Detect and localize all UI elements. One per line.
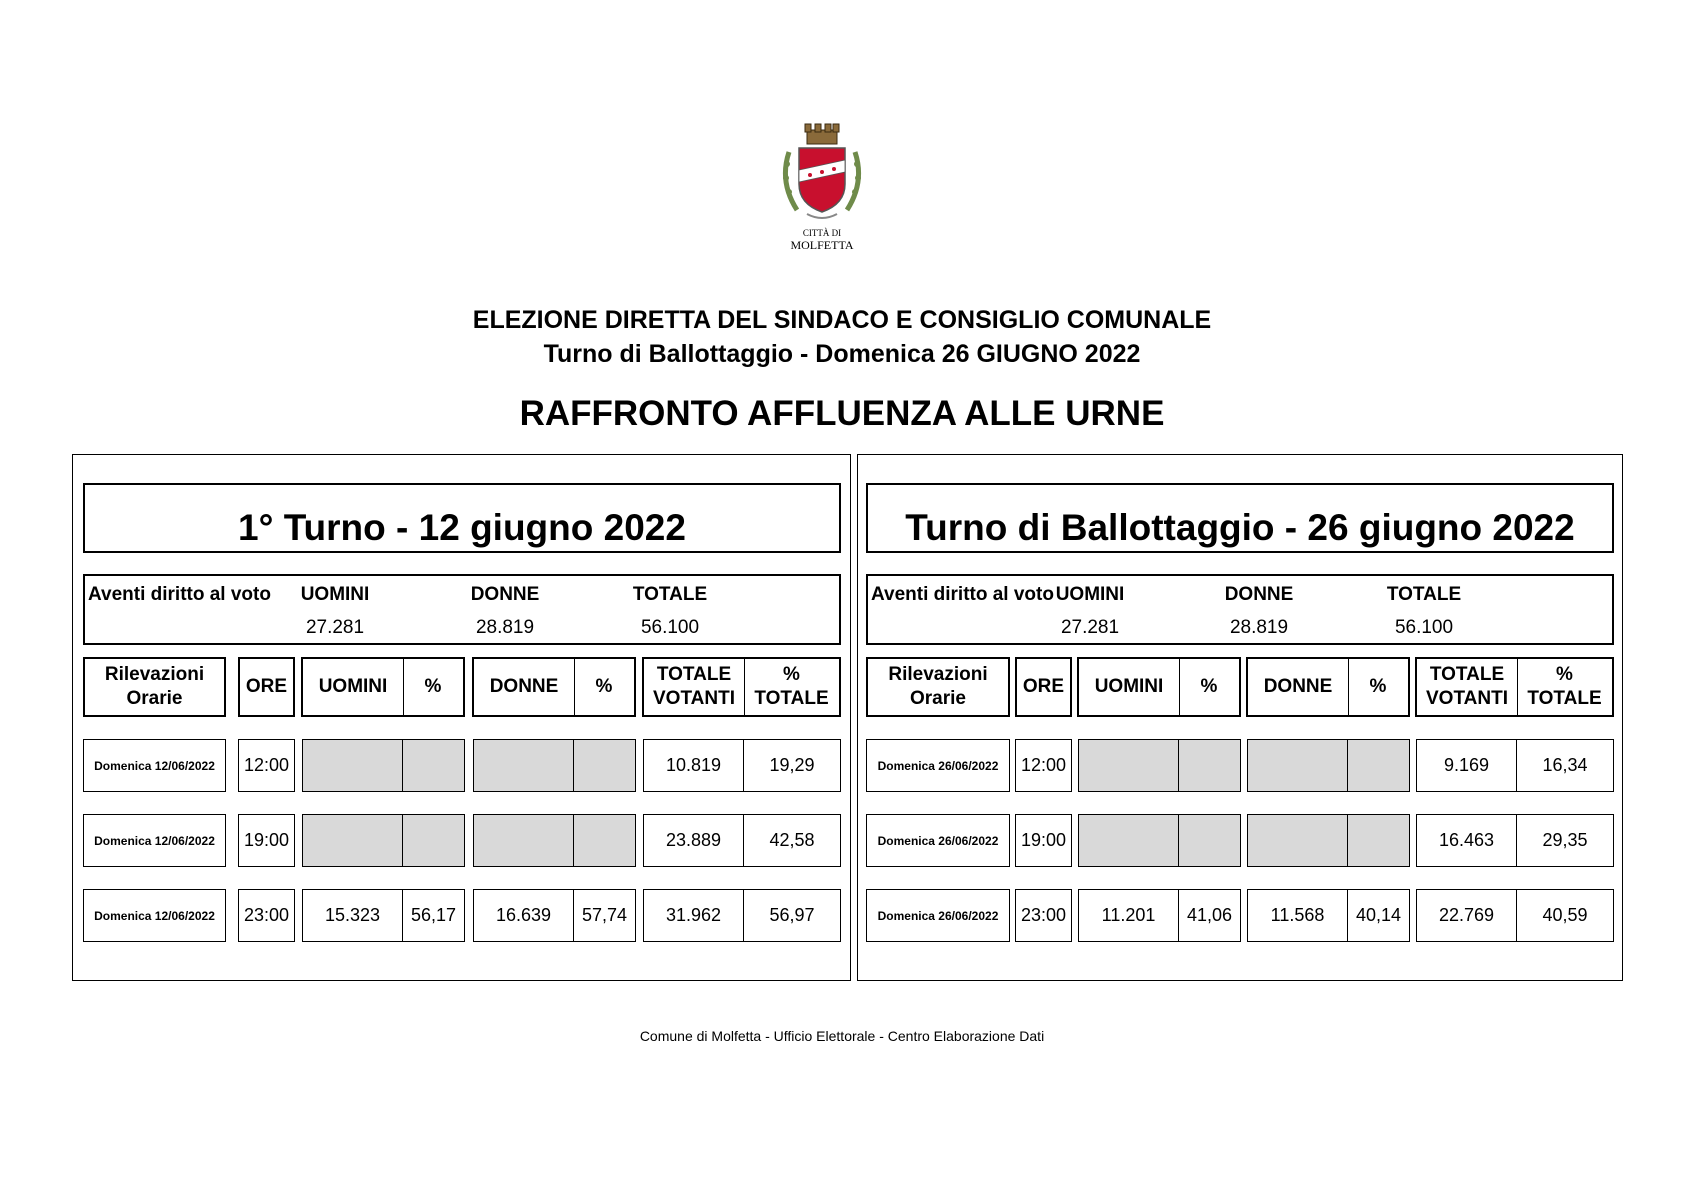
row-date: Domenica 12/06/2022	[83, 739, 226, 792]
row-votanti: 31.962	[643, 889, 744, 942]
row-pct-totale: 29,35	[1516, 814, 1614, 867]
row-uomini	[1078, 739, 1179, 792]
row-votanti: 9.169	[1416, 739, 1517, 792]
header-uomini-group	[1077, 657, 1241, 717]
row-pct-totale: 16,34	[1516, 739, 1614, 792]
row-pct-totale: 40,59	[1516, 889, 1614, 942]
row-date: Domenica 26/06/2022	[866, 739, 1010, 792]
header-uomini-group	[301, 657, 465, 717]
crest-emblem-icon	[777, 122, 867, 232]
aventi-label: Aventi diritto al voto	[88, 584, 271, 605]
row-date: Domenica 12/06/2022	[83, 814, 226, 867]
row-ore: 12:00	[1015, 739, 1072, 792]
row-uomini-pct: 41,06	[1178, 889, 1241, 942]
header-donne-group	[1246, 657, 1410, 717]
header-ore: ORE	[238, 657, 295, 717]
header-totale-votanti: TOTALE VOTANTI	[653, 664, 735, 709]
aventi-box-first-round	[83, 574, 841, 645]
aventi-totale-value: 56.100	[640, 617, 700, 638]
aventi-box-runoff	[866, 574, 1614, 645]
page-title: ELEZIONE DIRETTA DEL SINDACO E CONSIGLIO COMUNALE	[472, 306, 1212, 334]
row-uomini-pct	[402, 739, 465, 792]
row-uomini-pct	[1178, 739, 1241, 792]
row-donne: 11.568	[1247, 889, 1348, 942]
aventi-totale-label: TOTALE	[1386, 584, 1462, 605]
row-uomini-pct: 56,17	[402, 889, 465, 942]
row-ore: 23:00	[238, 889, 295, 942]
header-pct-totale: % TOTALE	[754, 664, 829, 709]
aventi-donne-value: 28.819	[475, 617, 535, 638]
row-votanti: 22.769	[1416, 889, 1517, 942]
header-totale-group	[642, 657, 841, 717]
row-pct-totale: 56,97	[743, 889, 841, 942]
row-date: Domenica 26/06/2022	[866, 814, 1010, 867]
row-uomini	[302, 814, 403, 867]
header-donne-pct: %	[1369, 676, 1387, 697]
row-pct-totale: 42,58	[743, 814, 841, 867]
row-donne-pct: 57,74	[573, 889, 636, 942]
aventi-donne-value: 28.819	[1229, 617, 1289, 638]
aventi-totale-label: TOTALE	[632, 584, 708, 605]
row-ore: 23:00	[1015, 889, 1072, 942]
row-ore: 19:00	[1015, 814, 1072, 867]
header-uomini-pct: %	[1200, 676, 1218, 697]
row-donne-pct: 40,14	[1347, 889, 1410, 942]
aventi-uomini-value: 27.281	[305, 617, 365, 638]
row-uomini-pct	[1178, 814, 1241, 867]
row-donne-pct	[1347, 814, 1410, 867]
aventi-uomini-label: UOMINI	[300, 584, 370, 605]
aventi-totale-value: 56.100	[1394, 617, 1454, 638]
header-rilevazioni: Rilevazioni Orarie	[866, 657, 1010, 717]
aventi-donne-label: DONNE	[470, 584, 540, 605]
row-uomini: 11.201	[1078, 889, 1179, 942]
row-date: Domenica 12/06/2022	[83, 889, 226, 942]
row-votanti: 10.819	[643, 739, 744, 792]
page-footer: Comune di Molfetta - Ufficio Elettorale - Centro Elaborazione Dati	[639, 1028, 1045, 1044]
row-donne	[473, 814, 574, 867]
row-donne-pct	[573, 814, 636, 867]
row-donne	[1247, 739, 1348, 792]
row-donne-pct	[1347, 739, 1410, 792]
aventi-uomini-label: UOMINI	[1055, 584, 1125, 605]
header-ore: ORE	[1015, 657, 1072, 717]
panel-first-round-title: 1° Turno - 12 giugno 2022	[83, 483, 841, 553]
header-donne: DONNE	[489, 676, 559, 697]
main-heading: RAFFRONTO AFFLUENZA ALLE URNE	[519, 394, 1165, 433]
city-crest	[777, 122, 867, 254]
crest-text-line2: MOLFETTA	[790, 238, 854, 252]
header-totale-votanti: TOTALE VOTANTI	[1426, 664, 1508, 709]
crest-text-line1: CITTÀ DI	[802, 228, 842, 238]
row-pct-totale: 19,29	[743, 739, 841, 792]
row-donne	[473, 739, 574, 792]
row-ore: 19:00	[238, 814, 295, 867]
header-donne: DONNE	[1263, 676, 1333, 697]
page-subtitle: Turno di Ballottaggio - Domenica 26 GIUGNO 2022	[543, 340, 1141, 368]
header-pct-totale: % TOTALE	[1527, 664, 1602, 709]
row-date: Domenica 26/06/2022	[866, 889, 1010, 942]
row-uomini	[302, 739, 403, 792]
aventi-uomini-value: 27.281	[1060, 617, 1120, 638]
row-donne: 16.639	[473, 889, 574, 942]
header-donne-pct: %	[595, 676, 613, 697]
row-votanti: 16.463	[1416, 814, 1517, 867]
row-uomini-pct	[402, 814, 465, 867]
row-ore: 12:00	[238, 739, 295, 792]
row-uomini	[1078, 814, 1179, 867]
header-totale-group	[1415, 657, 1614, 717]
row-donne-pct	[573, 739, 636, 792]
header-uomini-pct: %	[424, 676, 442, 697]
panel-runoff-title: Turno di Ballottaggio - 26 giugno 2022	[866, 483, 1614, 553]
row-donne	[1247, 814, 1348, 867]
aventi-label: Aventi diritto al voto	[871, 584, 1054, 605]
header-rilevazioni: Rilevazioni Orarie	[83, 657, 226, 717]
header-uomini: UOMINI	[318, 676, 388, 697]
header-donne-group	[472, 657, 636, 717]
row-votanti: 23.889	[643, 814, 744, 867]
header-uomini: UOMINI	[1094, 676, 1164, 697]
aventi-donne-label: DONNE	[1224, 584, 1294, 605]
row-uomini: 15.323	[302, 889, 403, 942]
